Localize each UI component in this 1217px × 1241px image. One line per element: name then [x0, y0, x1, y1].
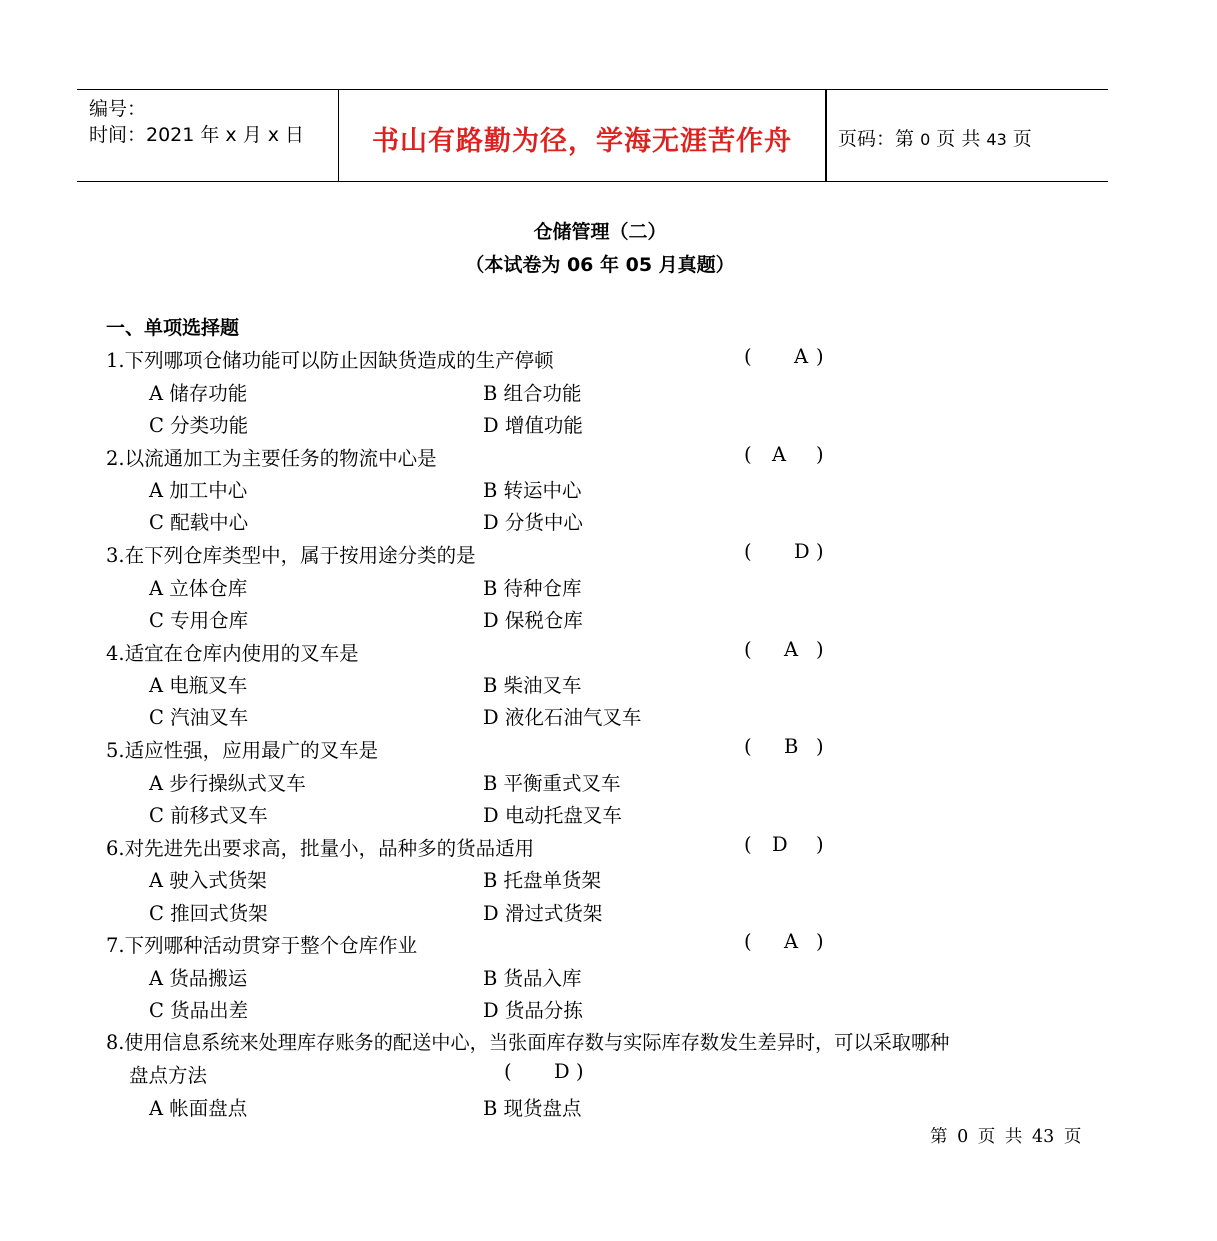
question-3-option-b: B 待种仓库	[483, 577, 582, 600]
exam-title: 仓储管理（二）	[533, 221, 667, 243]
question-8-option-a: A 帐面盘点	[149, 1097, 248, 1120]
question-5-answer: ( B )	[744, 735, 824, 758]
question-5-text: 5.适应性强，应用最广的叉车是	[106, 739, 379, 762]
footer-total: 43	[1031, 1127, 1055, 1147]
footer-prefix: 第	[930, 1127, 948, 1147]
question-2-option-c: C 配载中心	[149, 511, 249, 534]
question-2-option-d: D 分货中心	[483, 511, 583, 534]
question-3-option-d: D 保税仓库	[483, 609, 583, 632]
question-8-option-b: B 现货盘点	[483, 1097, 582, 1120]
question-8-text: 8.使用信息系统来处理库存账务的配送中心，当张面库存数与实际库存数发生差异时，可以采取哪种	[106, 1031, 950, 1054]
question-4-option-b: B 柴油叉车	[483, 674, 582, 697]
exam-subtitle: （本试卷为 06 年 05 月真题）	[465, 254, 735, 276]
question-7-option-c: C 货品出差	[149, 999, 249, 1022]
footer-current: 0	[957, 1127, 969, 1147]
question-4-text: 4.适宜在仓库内使用的叉车是	[106, 642, 359, 665]
question-5-option-b: B 平衡重式叉车	[483, 772, 621, 795]
question-7-option-b: B 货品入库	[483, 967, 582, 990]
page-footer	[930, 1123, 1081, 1148]
question-6-option-d: D 滑过式货架	[483, 902, 603, 925]
footer-mid: 页 共	[977, 1127, 1023, 1147]
question-4-answer: ( A )	[744, 638, 824, 661]
doc-number-label: 编号：	[89, 98, 147, 120]
page-suffix: 页	[1012, 128, 1032, 150]
header-motto-cell	[339, 90, 827, 181]
question-6-option-b: B 托盘单货架	[483, 869, 602, 892]
page-current: 0	[920, 130, 931, 149]
question-1-option-c: C 分类功能	[149, 414, 249, 437]
section-heading: 一、单项选择题	[106, 317, 240, 339]
document-header	[77, 89, 1108, 182]
question-7-text: 7.下列哪种活动贯穿于整个仓库作业	[106, 934, 418, 957]
header-meta-cell	[77, 90, 339, 181]
question-3-text: 3.在下列仓库类型中，属于按用途分类的是	[106, 544, 476, 567]
question-1-option-b: B 组合功能	[483, 382, 582, 405]
question-3-answer: ( D )	[744, 540, 824, 563]
question-3-option-c: C 专用仓库	[149, 609, 249, 632]
question-6-option-c: C 推回式货架	[149, 902, 268, 925]
question-1-answer: ( A )	[744, 345, 824, 368]
question-1-option-a: A 储存功能	[149, 382, 248, 405]
question-3-option-a: A 立体仓库	[149, 577, 248, 600]
doc-time-label: 时间：2021 年 x 月 x 日	[89, 124, 305, 146]
header-page-cell	[827, 90, 1108, 181]
question-6-answer: ( D )	[744, 833, 824, 856]
question-8-answer: ( D )	[504, 1060, 584, 1083]
question-8-text-cont: 盘点方法	[129, 1064, 208, 1087]
question-1-text: 1.下列哪项仓储功能可以防止因缺货造成的生产停顿	[106, 349, 554, 372]
question-5-option-c: C 前移式叉车	[149, 804, 268, 827]
question-4-option-c: C 汽油叉车	[149, 706, 249, 729]
question-6-option-a: A 驶入式货架	[149, 869, 267, 892]
question-1-option-d: D 增值功能	[483, 414, 583, 437]
question-5-option-d: D 电动托盘叉车	[483, 804, 622, 827]
question-4-option-a: A 电瓶叉车	[149, 674, 248, 697]
question-2-option-b: B 转运中心	[483, 479, 582, 502]
page-mid: 页 共	[936, 128, 981, 150]
question-7-option-d: D 货品分拣	[483, 999, 583, 1022]
question-6-text: 6.对先进先出要求高，批量小，品种多的货品适用	[106, 837, 535, 860]
question-2-text: 2.以流通加工为主要任务的物流中心是	[106, 447, 437, 470]
footer-suffix: 页	[1063, 1127, 1082, 1147]
header-motto: 书山有路勤为径，学海无涯苦作舟	[372, 126, 792, 157]
question-7-option-a: A 货品搬运	[149, 967, 248, 990]
question-2-option-a: A 加工中心	[149, 479, 248, 502]
header-page-counter	[838, 124, 1032, 151]
question-7-answer: ( A )	[744, 930, 824, 953]
question-5-option-a: A 步行操纵式叉车	[149, 772, 306, 795]
page-prefix: 页码：第	[838, 128, 915, 150]
question-4-option-d: D 液化石油气叉车	[483, 706, 642, 729]
question-2-answer: ( A )	[744, 443, 824, 466]
page-total: 43	[986, 130, 1007, 149]
